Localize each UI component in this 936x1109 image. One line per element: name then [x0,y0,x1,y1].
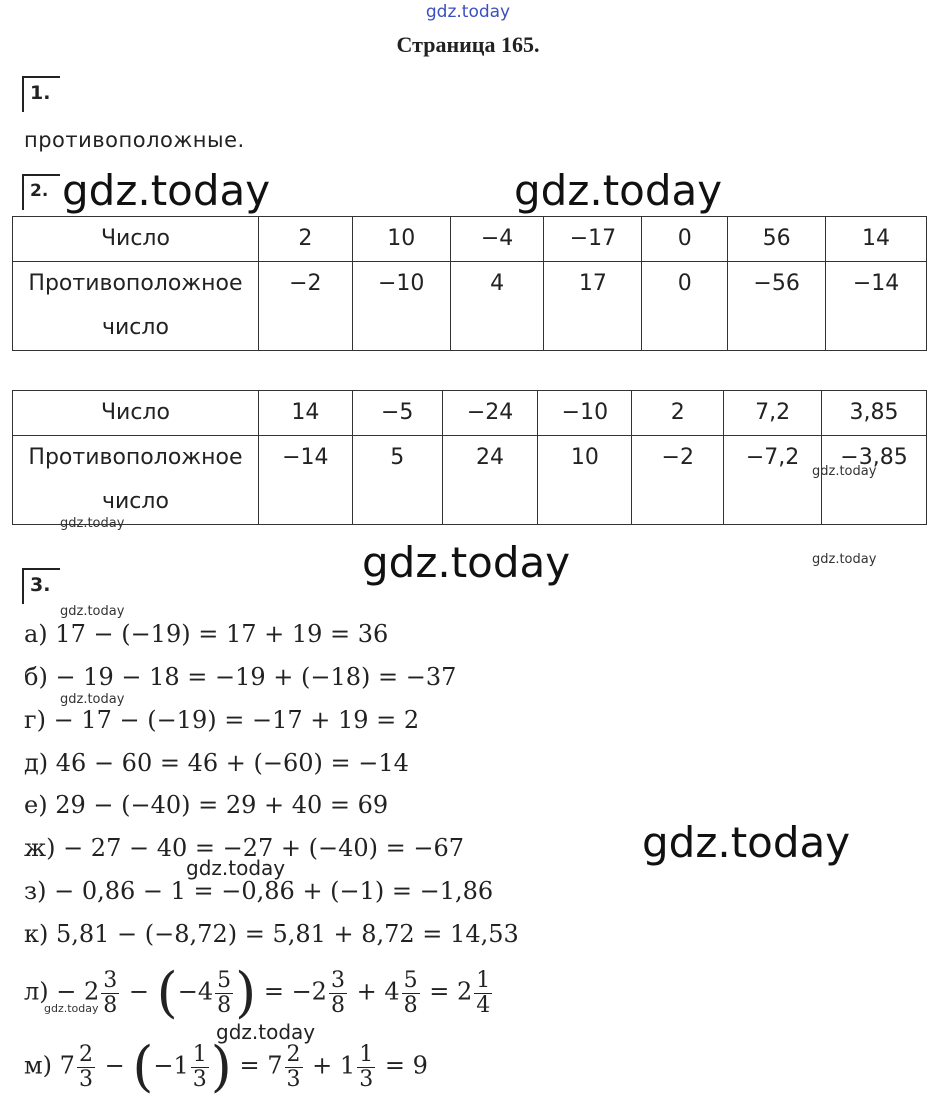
table-cell: 3,85 [822,391,927,436]
watermark-small-6: gdz.today [44,1002,99,1015]
equation-g: г) − 17 − (−19) = −17 + 19 = 2 [24,706,420,734]
table-cell: −17 [544,217,642,262]
open-paren: ( [156,961,178,1024]
watermark-medium-1: gdz.today [186,856,286,880]
fraction: $\frac{1}{3}$ [192,1041,207,1092]
watermark-small-3: gdz.today [812,552,877,567]
row-label-line-1: Противоположное [28,445,243,470]
close-paren: ) [235,961,257,1024]
result-part: = 9 [384,1051,428,1080]
plus-part: + 1 [312,1051,356,1080]
fraction: $\frac{1}{4}$ [476,967,491,1018]
fraction: $\frac{5}{8}$ [217,967,232,1018]
watermark-small-1: gdz.today [812,464,877,479]
equation-a: а) 17 − (−19) = 17 + 19 = 36 [24,620,389,648]
table-cell: 10 [352,217,450,262]
row-label-line-2: число [102,315,169,340]
table-cell: −2 [258,262,352,351]
table-row [13,262,927,351]
table-cell: 10 [538,436,632,525]
table-cell: −4 [450,217,544,262]
plus-part: + 4 [356,977,400,1006]
task-3-number: 3. [22,568,60,604]
equals-part: = −2 [263,977,327,1006]
fraction: $\frac{5}{8}$ [403,967,418,1018]
fraction: $\frac{2}{3}$ [78,1041,93,1092]
equation-zh: ж) − 27 − 40 = −27 + (−40) = −67 [24,834,465,862]
watermark-small-2: gdz.today [60,516,125,531]
table-cell: 24 [442,436,538,525]
row-label-number: Число [13,391,259,436]
table-cell: 56 [728,217,826,262]
table-cell: −10 [352,262,450,351]
table-cell: −14 [826,262,927,351]
table-cell: −10 [538,391,632,436]
table-cell: 7,2 [724,391,822,436]
fraction: $\frac{3}{8}$ [103,967,118,1018]
watermark-big-4: gdz.today [642,818,851,867]
table-cell: −5 [352,391,442,436]
table-cell: −3,85 [822,436,927,525]
page-title: Страница 165. [396,32,540,57]
task-1-answer: противоположные. [24,128,245,152]
watermark-big-3: gdz.today [362,538,571,587]
fraction: $\frac{1}{3}$ [359,1041,374,1092]
table-row [13,217,927,262]
minus-sign: − [104,1051,125,1080]
eq-m-prefix: м) 7 [24,1051,75,1080]
table-cell: 14 [826,217,927,262]
minus-sign: − [128,977,149,1006]
equation-d: д) 46 − 60 = 46 + (−60) = −14 [24,749,409,777]
table-cell: −24 [442,391,538,436]
table-cell: 0 [642,217,728,262]
result-part: = 2 [429,977,473,1006]
equation-z: з) − 0,86 − 1 = −0,86 + (−1) = −1,86 [24,877,494,905]
equation-e: е) 29 − (−40) = 29 + 40 = 69 [24,791,389,819]
watermark-small-4: gdz.today [60,604,125,619]
opposites-table-2 [12,390,927,525]
watermark-small-5: gdz.today [60,692,125,707]
table-cell: 0 [642,262,728,351]
watermark-big-2: gdz.today [514,166,723,215]
table-cell: −7,2 [724,436,822,525]
inner-value: −4 [177,977,214,1006]
table-row [13,391,927,436]
opposites-table-1 [12,216,927,351]
equals-part: = 7 [239,1051,283,1080]
equation-l [24,961,494,1024]
equation-b: б) − 19 − 18 = −19 + (−18) = −37 [24,663,457,691]
table-cell: 17 [544,262,642,351]
watermark-big-1: gdz.today [62,166,271,215]
row-label-number: Число [13,217,259,262]
table-row [13,436,927,525]
inner-value: −1 [153,1051,189,1080]
table-cell: 14 [258,391,352,436]
fraction: $\frac{3}{8}$ [330,967,345,1018]
watermark-top: gdz.today [425,2,511,22]
table-cell: 2 [632,391,724,436]
row-label-line-2: число [101,489,169,514]
eq-l-prefix: л) − 2 [24,977,100,1006]
task-1-number: 1. [22,76,60,112]
open-paren: ( [132,1035,154,1098]
row-label-opposite [13,262,259,351]
row-label-line-1: Противоположное [28,271,243,296]
table-cell: −2 [632,436,724,525]
table-cell: 5 [352,436,442,525]
table-cell: −56 [728,262,826,351]
table-cell: 2 [258,217,352,262]
row-label-opposite [13,436,259,525]
task-2-number: 2. [22,174,60,210]
watermark-medium-2: gdz.today [216,1020,316,1044]
table-cell: −14 [258,436,352,525]
fraction: $\frac{2}{3}$ [286,1041,301,1092]
equation-k: к) 5,81 − (−8,72) = 5,81 + 8,72 = 14,53 [24,920,519,948]
table-cell: 4 [450,262,544,351]
close-paren: ) [210,1035,232,1098]
equation-m [24,1035,428,1098]
